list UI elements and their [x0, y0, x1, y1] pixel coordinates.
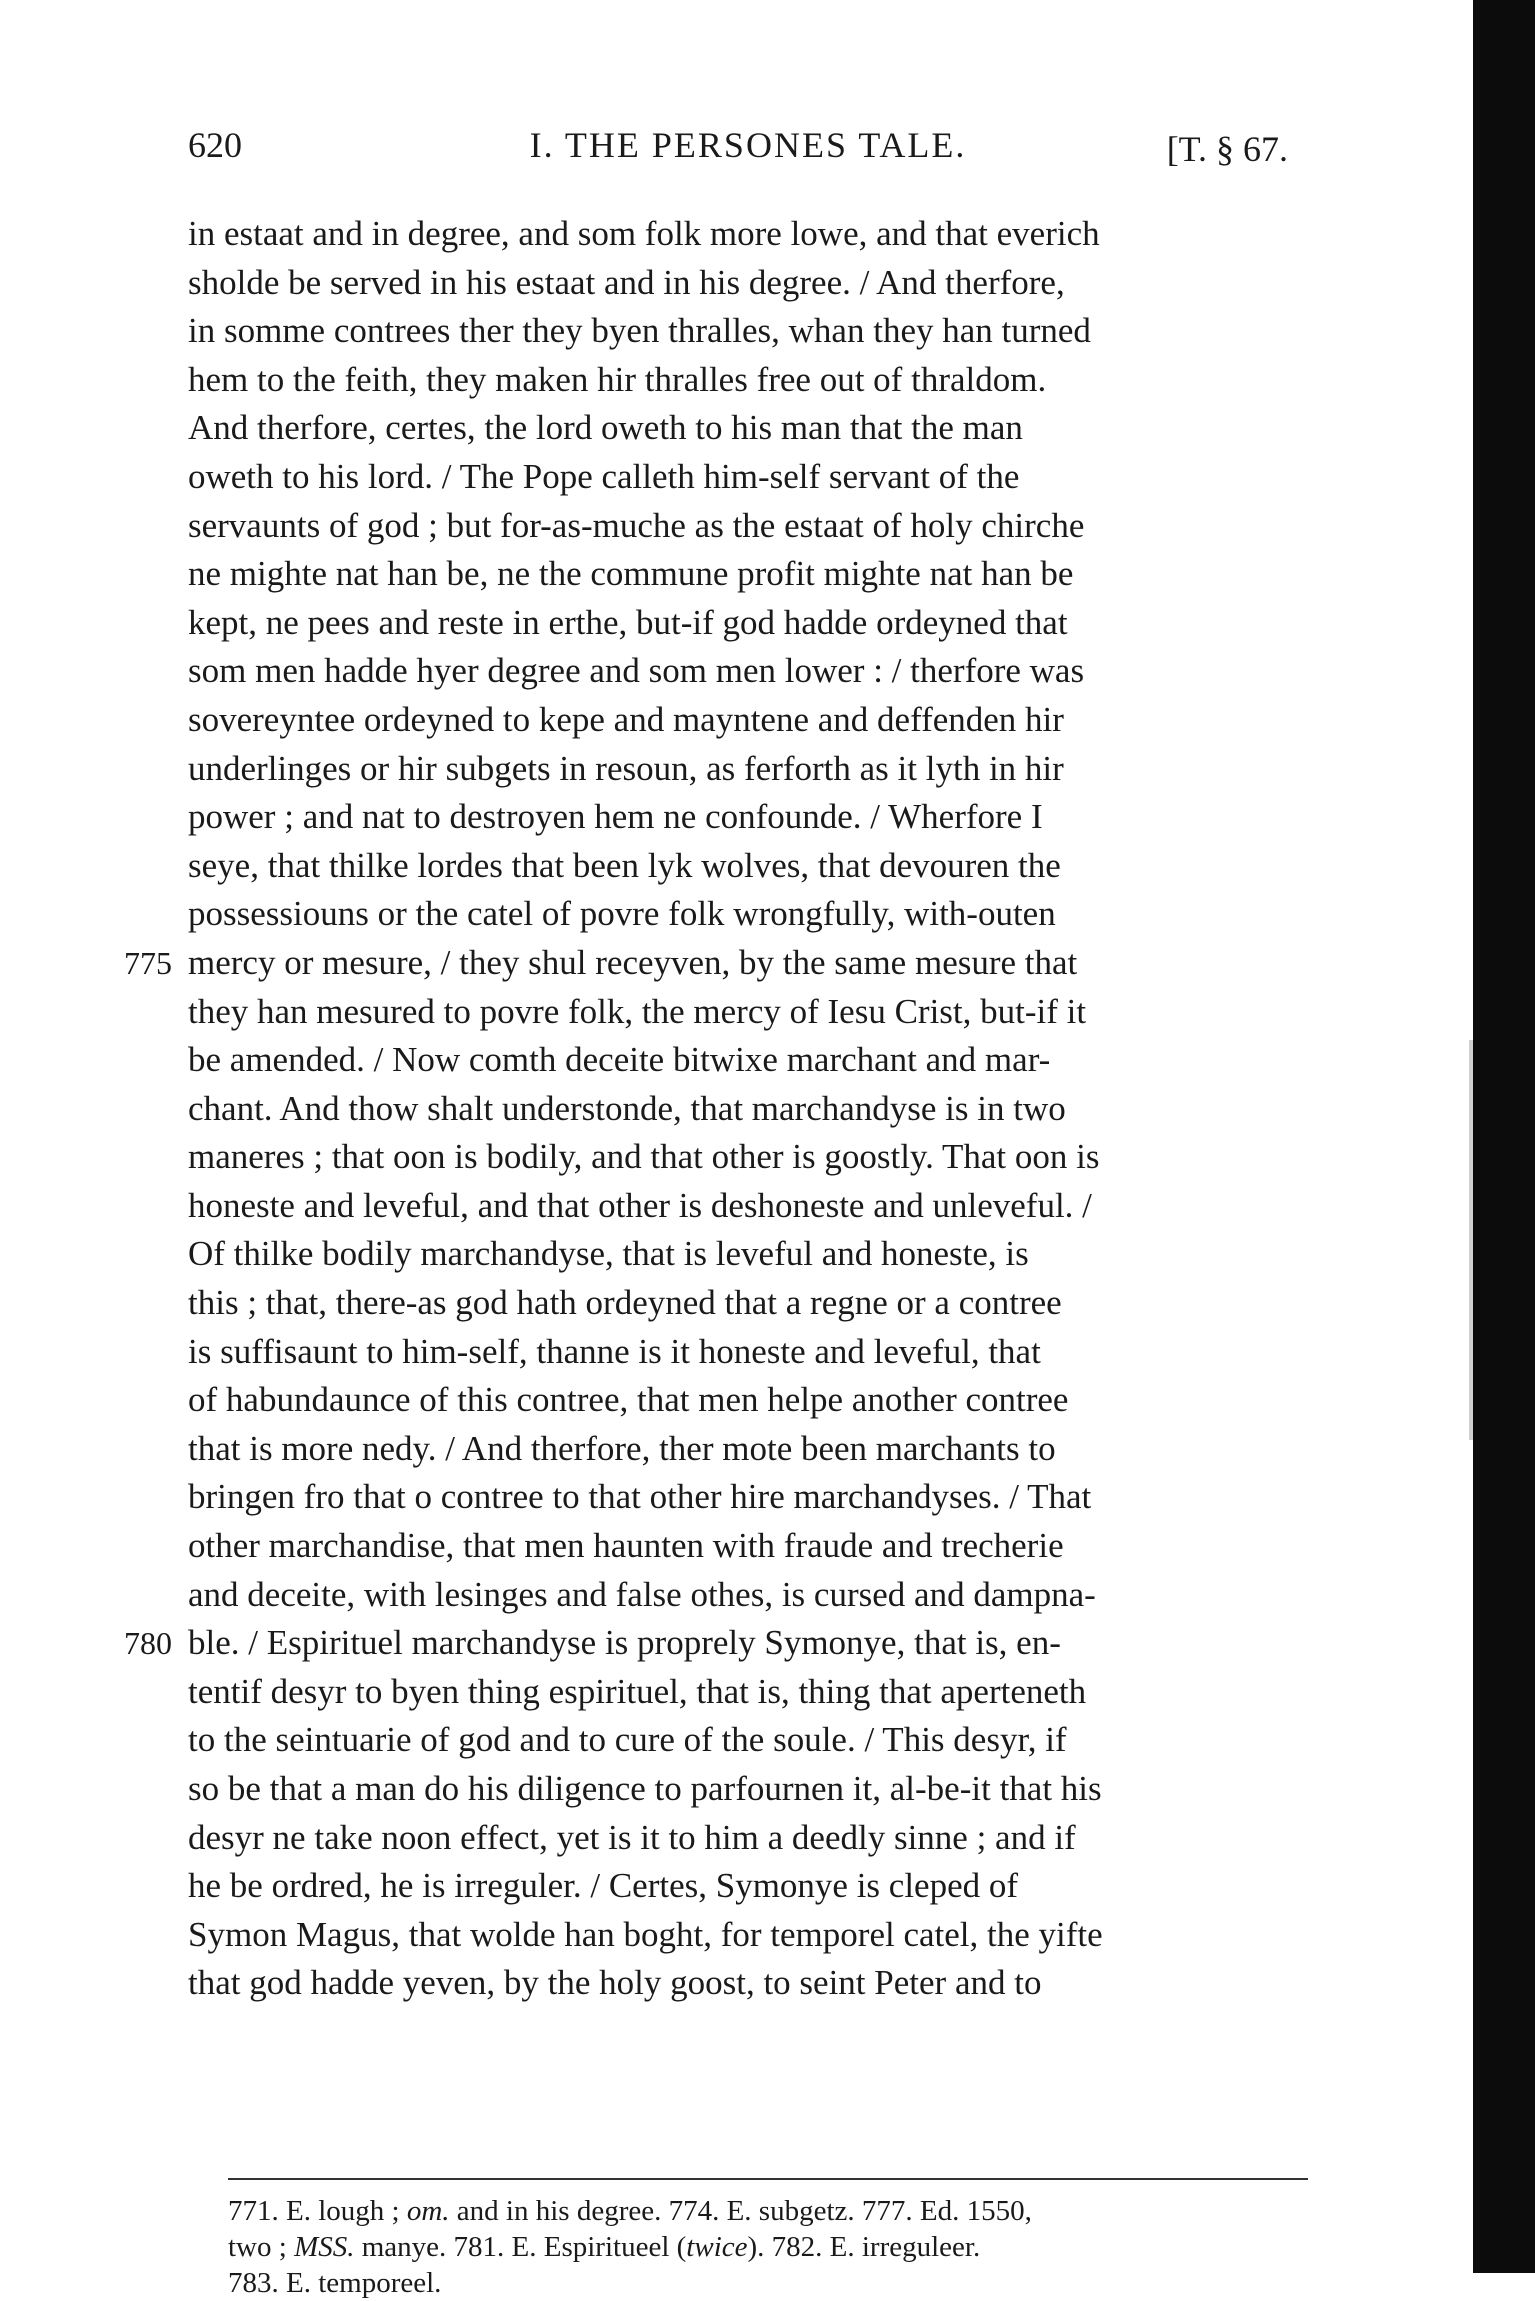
line-text: servaunts of god ; but for-as-muche as the estaat of holy chirche: [188, 505, 1085, 545]
line-text: sovereyntee ordeyned to kepe and mayntene and deffenden hir: [188, 699, 1064, 739]
text-line: [188, 890, 1308, 939]
line-text: is suffisaunt to him-self, thanne is it honeste and leveful, that: [188, 1331, 1041, 1371]
text-line: [188, 550, 1308, 599]
line-text: and deceite, with lesinges and false othes, is cursed and dampna-: [188, 1574, 1096, 1614]
scan-edge-shadow: [1473, 0, 1535, 2273]
text-line: [188, 696, 1308, 745]
text-line: [188, 453, 1308, 502]
line-text: sholde be served in his estaat and in his degree. / And therfore,: [188, 262, 1065, 302]
line-text: of habundaunce of this contree, that men helpe another contree: [188, 1380, 1069, 1420]
line-text: so be that a man do his diligence to parfournen it, al-be-it that his: [188, 1769, 1102, 1808]
line-text: power ; and nat to destroyen hem ne confounde. / Wherfore I: [188, 797, 1043, 837]
line-text: they han mesured to povre folk, the mercy of Iesu Crist, but-if it: [188, 991, 1087, 1031]
line-text: honeste and leveful, and that other is deshoneste and unleveful. /: [188, 1185, 1092, 1225]
main-text: [124, 210, 1308, 2008]
text-line: [188, 1279, 1308, 1328]
running-header: [188, 120, 1308, 180]
text-line: [188, 1716, 1308, 1765]
line-text: hem to the feith, they maken hir thralles free out of thraldom.: [188, 359, 1047, 399]
text-line: [188, 210, 1308, 259]
line-text: Of thilke bodily marchandyse, that is leveful and honeste, is: [188, 1234, 1029, 1274]
line-text: tentif desyr to byen thing espirituel, that is, thing that aperteneth: [188, 1671, 1087, 1711]
line-text: mercy or mesure, / they shul receyven, by the same mesure that: [188, 942, 1078, 982]
line-text: ble. / Espirituel marchandyse is proprely Symonye, that is, en-: [188, 1623, 1061, 1663]
text-line: [188, 356, 1308, 405]
text-line: [188, 988, 1308, 1037]
line-text: in somme contrees ther they byen thralles, whan they han turned: [188, 311, 1091, 351]
text-line: [188, 793, 1308, 842]
text-line: [188, 1522, 1308, 1571]
line-text: ne mighte nat han be, ne the commune profit mighte nat han be: [188, 554, 1074, 594]
line-text: other marchandise, that men haunten with fraude and trecherie: [188, 1526, 1064, 1566]
line-text: chant. And thow shalt understonde, that marchandyse is in two: [188, 1088, 1066, 1128]
footnote-line: two ; MSS. manye. 781. E. Espiritueel (twice). 782. E. irreguleer.: [228, 2231, 981, 2263]
text-line: [188, 1959, 1308, 2008]
line-number: 780: [124, 1625, 172, 1662]
line-text: underlinges or hir subgets in resoun, as ferforth as it lyth in hir: [188, 748, 1064, 788]
line-text: And therfore, certes, the lord oweth to his man that the man: [188, 408, 1023, 448]
line-text: Symon Magus, that wolde han boght, for temporel catel, the yifte: [188, 1914, 1103, 1954]
text-line: [188, 1765, 1308, 1814]
line-text: oweth to his lord. / The Pope calleth him-self servant of the: [188, 456, 1020, 496]
line-text: to the seintuarie of god and to cure of the soule. / This desyr, if: [188, 1720, 1067, 1760]
text-line: [188, 1230, 1308, 1279]
line-text: kept, ne pees and reste in erthe, but-if god hadde ordeyned that: [188, 602, 1068, 642]
text-line: [188, 404, 1308, 453]
line-text: bringen fro that o contree to that other hire marchandyses. / That: [188, 1477, 1092, 1517]
text-line: [188, 647, 1308, 696]
footnote-line: 771. E. lough ; om. and in his degree. 774. E. subgetz. 777. Ed. 1550,: [228, 2195, 1032, 2227]
text-line: [188, 1911, 1308, 1960]
text-line: [188, 1473, 1308, 1522]
text-line: [188, 1425, 1308, 1474]
text-line: [188, 502, 1308, 551]
line-text: this ; that, there-as god hath ordeyned that a regne or a contree: [188, 1283, 1062, 1323]
text-line: [188, 1133, 1308, 1182]
text-line: [124, 1619, 1308, 1668]
text-line: [188, 1571, 1308, 1620]
scan-edge-mark: [1469, 1040, 1473, 1440]
footnote-rule: [228, 2178, 1308, 2180]
text-line: [188, 1036, 1308, 1085]
running-title: I. THE PERSONES TALE.: [529, 125, 967, 165]
text-line: [188, 1328, 1308, 1377]
line-text: seye, that thilke lordes that been lyk wolves, that devouren the: [188, 845, 1061, 885]
text-line: [188, 842, 1308, 891]
line-text: that god hadde yeven, by the holy goost, to seint Peter and to: [188, 1963, 1042, 2003]
line-text: in estaat and in degree, and som folk more lowe, and that everich: [188, 214, 1100, 253]
text-line: [124, 939, 1308, 988]
text-line: [188, 1376, 1308, 1425]
text-line: [188, 599, 1308, 648]
text-line: [188, 1182, 1308, 1231]
text-line: [188, 1814, 1308, 1863]
line-text: possessiouns or the catel of povre folk wrongfully, with-outen: [188, 894, 1056, 934]
text-line: [188, 1085, 1308, 1134]
text-line: [188, 307, 1308, 356]
footnotes: [228, 2193, 1318, 2301]
line-text: som men hadde hyer degree and som men lower : / therfore was: [188, 651, 1085, 691]
text-line: [188, 1668, 1308, 1717]
section-reference: [T. § 67.: [1166, 129, 1288, 169]
text-line: [188, 745, 1308, 794]
line-text: maneres ; that oon is bodily, and that other is goostly. That oon is: [188, 1137, 1100, 1177]
text-line: [188, 259, 1308, 308]
text-line: [188, 1862, 1308, 1911]
line-number: 775: [124, 944, 172, 981]
page-number: 620: [188, 125, 242, 165]
footnote-line: 783. E. temporeel.: [228, 2267, 442, 2299]
line-text: desyr ne take noon effect, yet is it to him a deedly sinne ; and if: [188, 1817, 1076, 1857]
line-text: be amended. / Now comth deceite bitwixe marchant and mar-: [188, 1040, 1051, 1080]
line-text: that is more nedy. / And therfore, ther mote been marchants to: [188, 1428, 1056, 1468]
line-text: he be ordred, he is irreguler. / Certes, Symonye is cleped of: [188, 1866, 1019, 1906]
